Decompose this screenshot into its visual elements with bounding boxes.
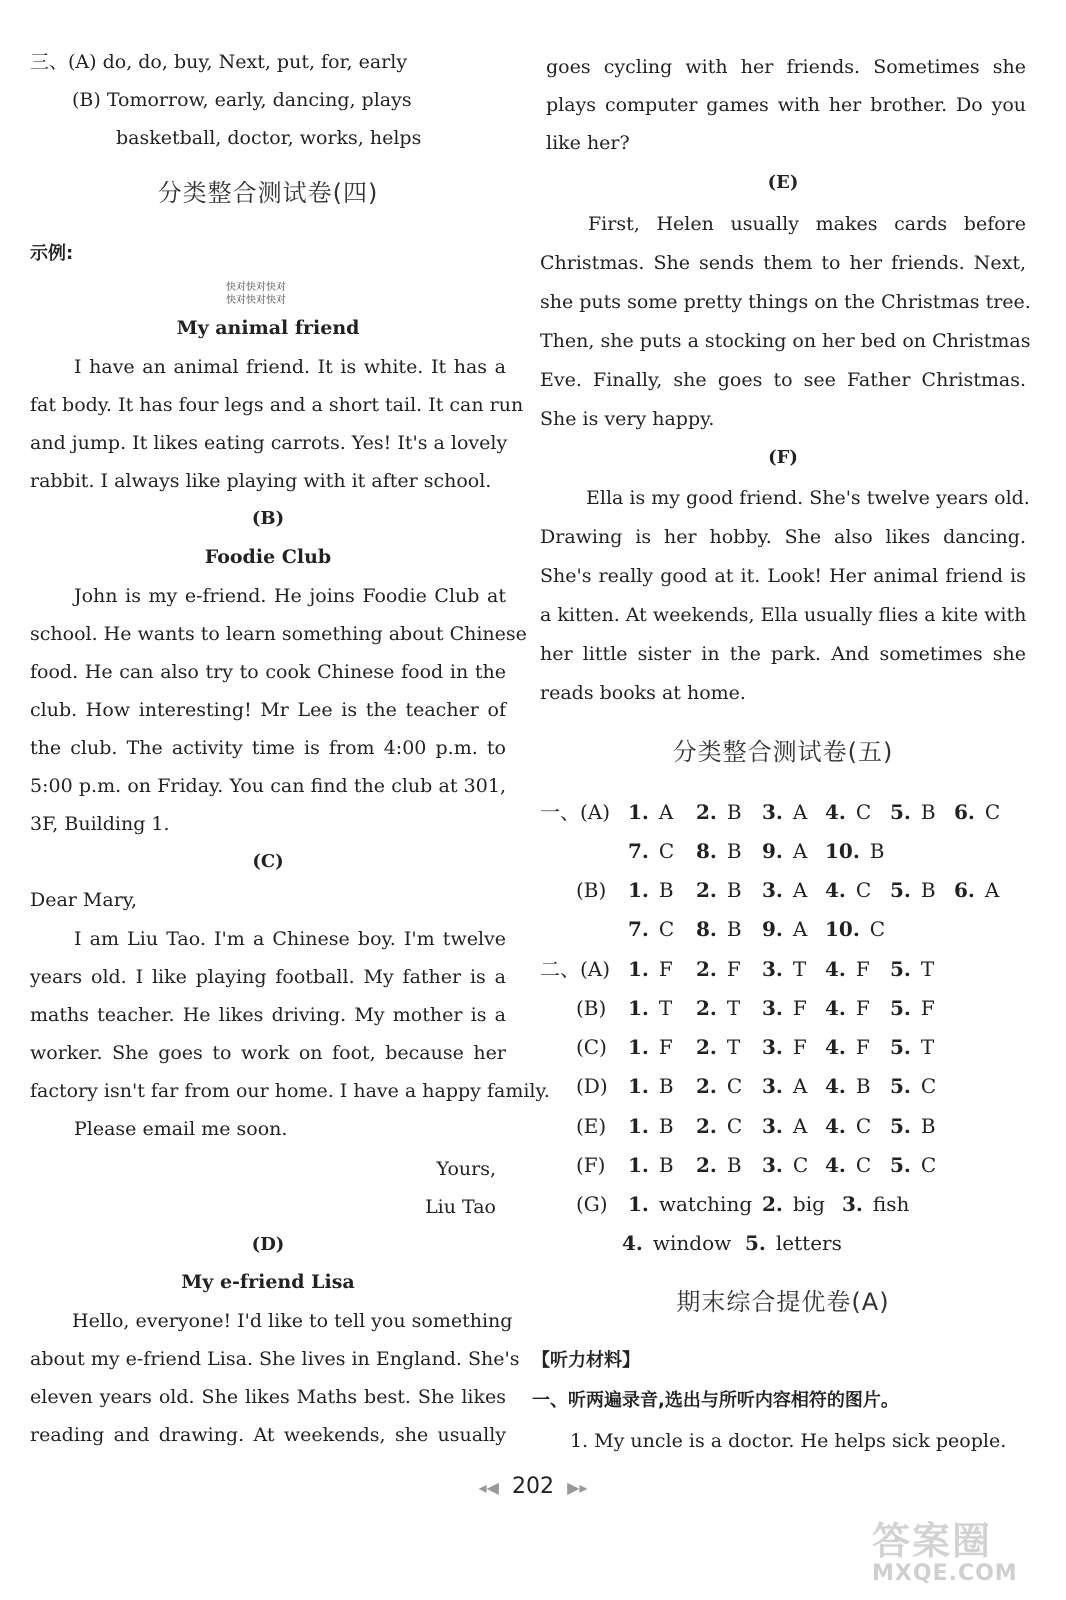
answer-value: C <box>726 1114 743 1138</box>
answer-value: B <box>658 878 674 902</box>
answer-value: big <box>792 1192 825 1216</box>
passage-f-line: her little sister in the park. And sometimes she <box>540 643 1026 665</box>
next-page-arrows-icon: ▶▸ <box>567 1478 588 1497</box>
page-number: 202 <box>512 1474 554 1499</box>
answer-value: C <box>658 917 675 941</box>
watermark-top-text: 答案圈 <box>872 1519 993 1563</box>
question-instruction: 一、听两遍录音,选出与所听内容相符的图片。 <box>532 1390 899 1411</box>
letter-signature: Liu Tao <box>425 1196 496 1218</box>
answer-value: letters <box>775 1231 842 1255</box>
passage-e-line: she puts some pretty things on the Christmas tree. <box>540 291 1031 313</box>
passage-e-line: Eve. Finally, she goes to see Father Christmas. <box>540 369 1026 391</box>
answer-value: C <box>920 1074 937 1098</box>
answer-value: F <box>658 1035 673 1059</box>
answer-row: (C) 1. F 2. T 3. F 4. F 5. T <box>576 1035 935 1059</box>
answer-value: F <box>658 957 673 981</box>
passage-a-title: My animal friend <box>176 317 360 339</box>
answer-line-san-a: 三、(A) do, do, buy, Next, put, for, early <box>30 51 408 73</box>
answer-row: (D) 1. B 2. C 3. A 4. B 5. C <box>576 1074 937 1098</box>
answer-row: (G) 1. watching 2. big 3. fish <box>576 1192 910 1216</box>
answer-value: A <box>792 878 808 902</box>
answer-value: T <box>726 1035 741 1059</box>
answer-value: F <box>792 996 807 1020</box>
answer-prefix: (D) <box>576 1074 608 1098</box>
answer-value: B <box>855 1074 871 1098</box>
answer-value: B <box>920 878 936 902</box>
answer-value: F <box>920 996 935 1020</box>
answer-value: C <box>855 878 872 902</box>
letter-signoff: Yours, <box>436 1158 496 1180</box>
answer-value: A <box>792 1074 808 1098</box>
passage-f-letter: (F) <box>768 447 798 468</box>
passage-d-line: Hello, everyone! I'd like to tell you something <box>72 1310 513 1332</box>
passage-b-line: 5:00 p.m. on Friday. You can find the club at 301, <box>30 775 506 797</box>
listening-label: 【听力材料】 <box>532 1350 640 1371</box>
answer-prefix: 二、(A) <box>540 957 611 981</box>
previous-page-arrows-icon: ◂◀ <box>478 1478 499 1497</box>
answer-row: (E) 1. B 2. C 3. A 4. C 5. B <box>576 1114 936 1138</box>
answer-value: B <box>726 1153 742 1177</box>
answer-prefix: (G) <box>576 1192 608 1216</box>
answer-row: (F) 1. B 2. B 3. C 4. C 5. C <box>576 1153 937 1177</box>
passage-e-line: Then, she puts a stocking on her bed on Christmas <box>540 330 1031 352</box>
passage-c-letter: (C) <box>252 851 284 872</box>
answer-value: F <box>855 996 870 1020</box>
answer-row: 7. C 8. B 9. A 10. B <box>628 839 885 863</box>
passage-c-line: maths teacher. He likes driving. My mother is a <box>30 1004 506 1026</box>
answer-value: B <box>658 1114 674 1138</box>
letter-closing-request: Please email me soon. <box>74 1118 288 1140</box>
answer-value: A <box>792 839 808 863</box>
answer-prefix: (B) <box>576 878 607 902</box>
watermark-text-1: 快对快对快对 <box>226 282 286 293</box>
passage-f-line: a kitten. At weekends, Ella usually flies a kite with <box>540 604 1027 626</box>
answer-value: B <box>920 1114 936 1138</box>
answer-prefix: (C) <box>576 1035 607 1059</box>
passage-a-line: and jump. It likes eating carrots. Yes! It's a lovely <box>30 432 508 454</box>
passage-b-line: food. He can also try to cook Chinese food in the <box>30 661 506 683</box>
answer-value: B <box>726 800 742 824</box>
answer-value: C <box>855 1114 872 1138</box>
site-watermark-logo <box>872 1510 1052 1590</box>
page-footer <box>0 1474 1066 1499</box>
answer-value: C <box>658 839 675 863</box>
answer-value: T <box>726 996 741 1020</box>
passage-e-line: First, Helen usually makes cards before <box>588 213 1026 235</box>
answer-row: 二、(A) 1. F 2. F 3. T 4. F 5. T <box>540 957 935 981</box>
answer-prefix: (B) <box>576 996 607 1020</box>
section-heading-test-5: 分类整合测试卷(五) <box>672 738 894 766</box>
answer-value: F <box>792 1035 807 1059</box>
answer-value: watching <box>658 1192 753 1216</box>
passage-f-line: Ella is my good friend. She's twelve years old. <box>586 487 1030 509</box>
answer-value: C <box>869 917 886 941</box>
answer-row: 4. window 5. letters <box>622 1231 842 1255</box>
answer-value: C <box>726 1074 743 1098</box>
passage-b-line: school. He wants to learn something about Chinese <box>30 623 527 645</box>
passage-d-letter: (D) <box>251 1234 285 1255</box>
answer-line-san-b1: (B) Tomorrow, early, dancing, plays <box>72 89 412 111</box>
passage-b-line: 3F, Building 1. <box>30 813 170 835</box>
answer-value: B <box>658 1074 674 1098</box>
answer-value: A <box>658 800 674 824</box>
answer-value: F <box>726 957 741 981</box>
section-heading-final-a: 期末综合提优卷(A) <box>676 1288 890 1316</box>
passage-e-letter: (E) <box>767 172 799 193</box>
passage-d-cont-line: goes cycling with her friends. Sometimes she <box>546 56 1026 78</box>
answer-value: T <box>792 957 807 981</box>
answer-value: T <box>920 1035 935 1059</box>
answer-value: T <box>920 957 935 981</box>
answer-value: T <box>658 996 673 1020</box>
passage-d-line: reading and drawing. At weekends, she usually <box>30 1424 506 1446</box>
answer-row: 7. C 8. B 9. A 10. C <box>628 917 886 941</box>
answer-value: A <box>984 878 1000 902</box>
passage-a-line: I have an animal friend. It is white. It has a <box>74 356 506 378</box>
watermark-bottom-text: MXQE.COM <box>872 1561 1018 1586</box>
passage-f-line: Drawing is her hobby. She also likes dancing. <box>540 526 1026 548</box>
answer-row: (B) 1. T 2. T 3. F 4. F 5. F <box>576 996 935 1020</box>
passage-d-cont-line: like her? <box>546 132 630 154</box>
answer-value: F <box>855 1035 870 1059</box>
letter-greeting: Dear Mary, <box>30 889 138 911</box>
passage-b-letter: (B) <box>251 508 285 529</box>
passage-e-line: Christmas. She sends them to her friends. Next, <box>540 252 1026 274</box>
answer-value: C <box>920 1153 937 1177</box>
answer-value: A <box>792 1114 808 1138</box>
passage-b-line: the club. The activity time is from 4:00 p.m. to <box>30 737 506 759</box>
answer-value: C <box>855 800 872 824</box>
section-heading-test-4: 分类整合测试卷(四) <box>157 179 379 207</box>
passage-a-line: rabbit. I always like playing with it after school. <box>30 470 492 492</box>
answer-value: B <box>869 839 885 863</box>
answer-value: B <box>726 878 742 902</box>
answer-value: B <box>726 839 742 863</box>
passage-b-title: Foodie Club <box>204 546 332 568</box>
answer-value: B <box>920 800 936 824</box>
passage-e-line: She is very happy. <box>540 408 715 430</box>
passage-d-line: eleven years old. She likes Maths best. She likes <box>30 1386 506 1408</box>
answer-value: F <box>855 957 870 981</box>
passage-a-line: fat body. It has four legs and a short tail. It can run <box>30 394 524 416</box>
answer-row: 一、(A) 1. A 2. B 3. A 4. C 5. B 6. C <box>540 800 1001 824</box>
answer-value: C <box>855 1153 872 1177</box>
answer-prefix: (F) <box>576 1153 606 1177</box>
passage-d-title: My e-friend Lisa <box>181 1271 355 1293</box>
passage-f-line: reads books at home. <box>540 682 746 704</box>
passage-d-cont-line: plays computer games with her brother. Do you <box>546 94 1026 116</box>
answer-value: C <box>984 800 1001 824</box>
answer-value: C <box>792 1153 809 1177</box>
answer-prefix: (E) <box>576 1114 607 1138</box>
answer-prefix: 一、(A) <box>540 800 611 824</box>
passage-c-line: I am Liu Tao. I'm a Chinese boy. I'm twelve <box>74 928 506 950</box>
passage-b-line: club. How interesting! Mr Lee is the teacher of <box>30 699 506 721</box>
answer-value: A <box>792 800 808 824</box>
answer-value: B <box>726 917 742 941</box>
passage-d-line: about my e-friend Lisa. She lives in England. She's <box>30 1348 520 1370</box>
question-item: 1. My uncle is a doctor. He helps sick people. <box>570 1430 1007 1452</box>
passage-f-line: She's really good at it. Look! Her animal friend is <box>540 565 1026 587</box>
answer-line-san-b2: basketball, doctor, works, helps <box>116 127 422 149</box>
answer-value: fish <box>872 1192 910 1216</box>
passage-b-line: John is my e-friend. He joins Foodie Club at <box>74 585 506 607</box>
answer-value: window <box>652 1231 732 1255</box>
answer-value: A <box>792 917 808 941</box>
answer-value: B <box>658 1153 674 1177</box>
answer-row: (B) 1. B 2. B 3. A 4. C 5. B 6. A <box>576 878 1000 902</box>
passage-c-line: factory isn't far from our home. I have a happy family. <box>30 1080 550 1102</box>
example-label: 示例: <box>30 243 74 264</box>
passage-c-line: worker. She goes to work on foot, because her <box>30 1042 506 1064</box>
passage-c-line: years old. I like playing football. My father is a <box>30 966 506 988</box>
watermark-text-2: 快对快对快对 <box>226 295 286 306</box>
